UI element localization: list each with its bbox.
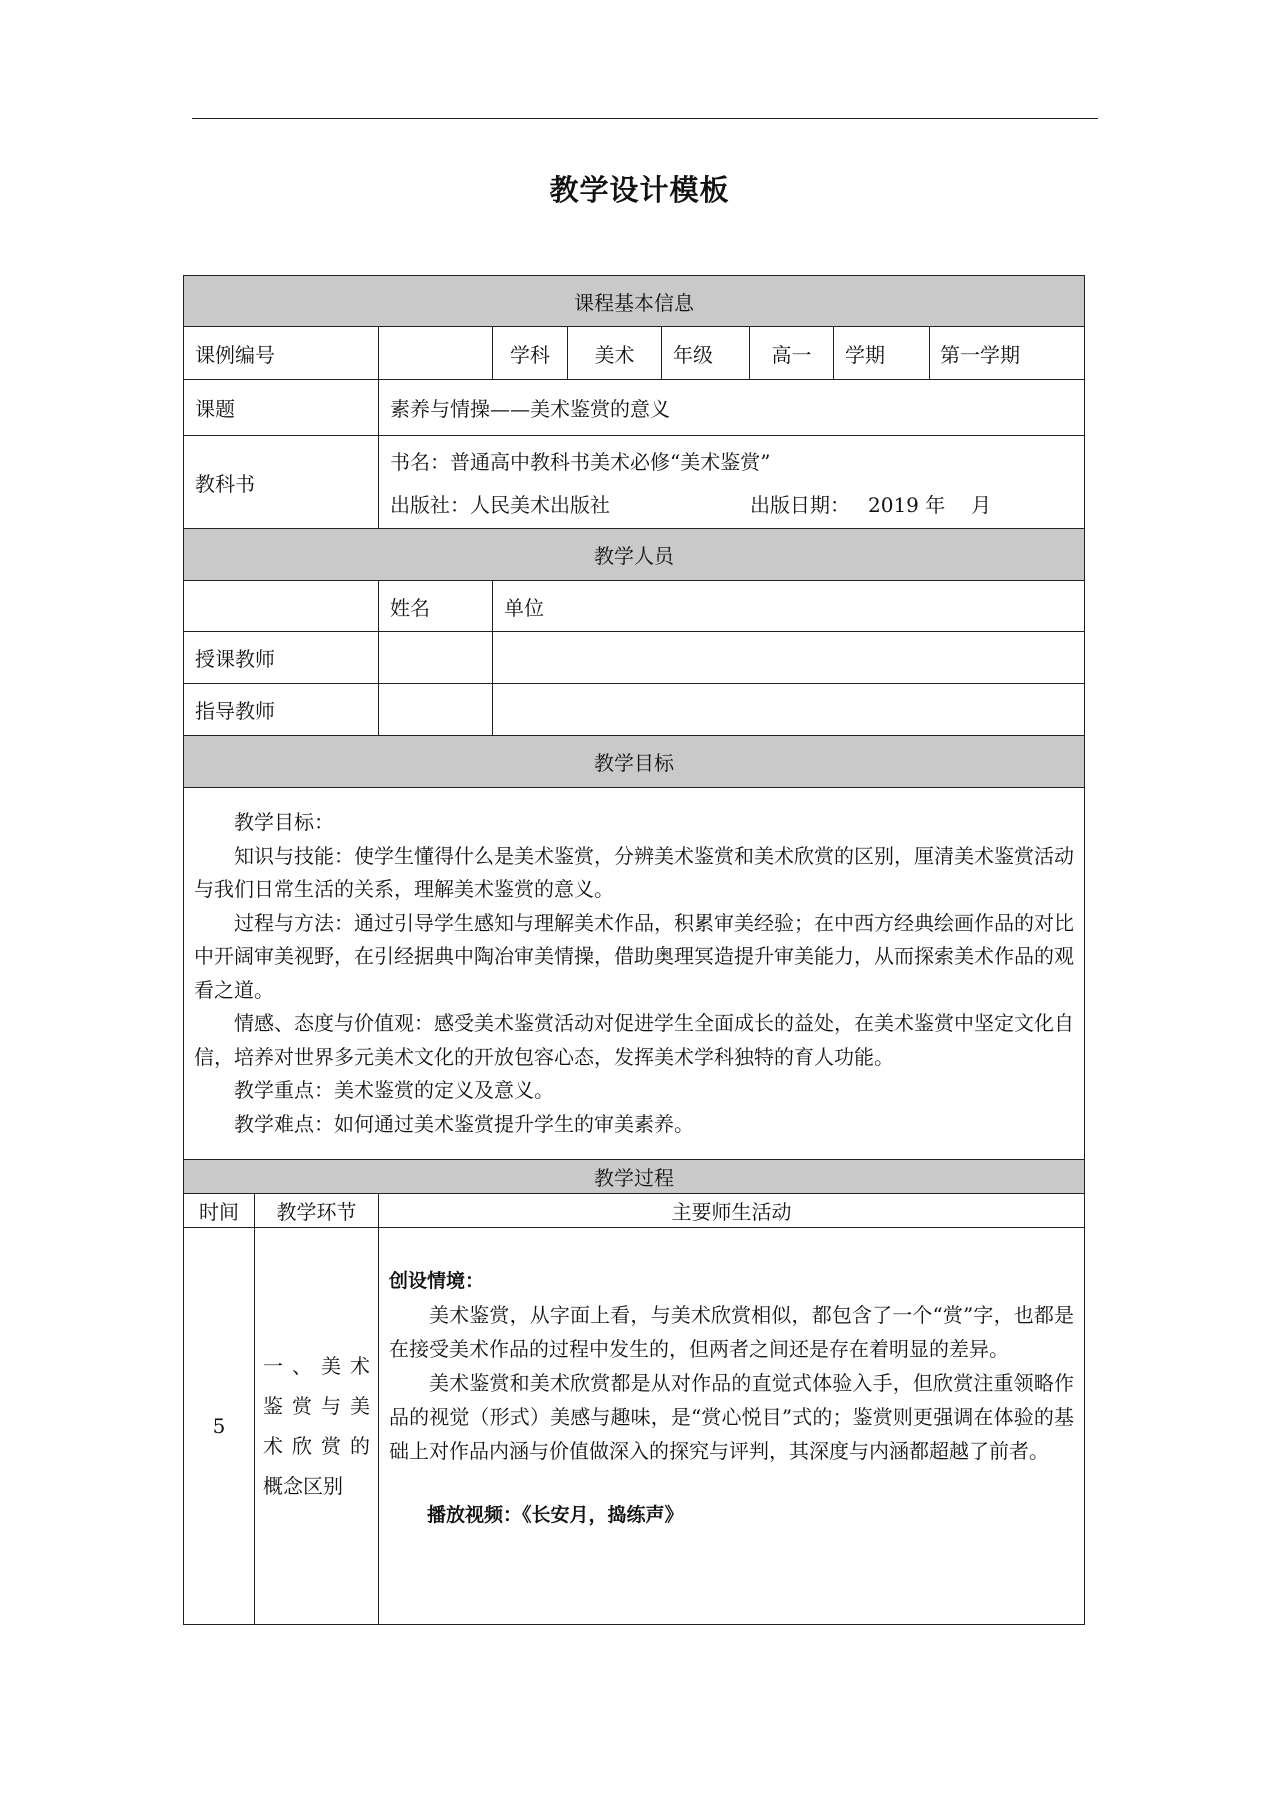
activity-paragraph: 美术鉴赏，从字面上看，与美术欣赏相似，都包含了一个“赏”字，也都是在接受美术作品的过程中发生的，但两者之间还是存在着明显的差异。	[389, 1303, 1074, 1361]
section-title-staff: 教学人员	[184, 529, 1085, 581]
book-name[interactable]: 书名：普通高中教科书美术必修“美术鉴赏”	[390, 450, 771, 474]
topic-value[interactable]: 素养与情操——美术鉴赏的意义	[379, 380, 1085, 436]
row-textbook	[184, 436, 1085, 529]
term-label: 学期	[834, 327, 930, 379]
process-stage-line: 术欣赏的	[263, 1434, 370, 1458]
pub-date-label: 出版日期：	[750, 493, 850, 517]
section-objectives	[184, 736, 1085, 788]
process-time: 5	[184, 1228, 255, 1625]
process-stage-header: 教学环节	[255, 1194, 379, 1228]
video-label: 播放视频：	[427, 1504, 523, 1526]
process-stage-line: 一、美术	[263, 1354, 370, 1378]
staff-name-header: 姓名	[379, 581, 493, 632]
grade-value[interactable]: 高一	[750, 327, 834, 380]
term-cell	[834, 327, 1085, 380]
case-no-label: 课例编号	[184, 327, 379, 380]
textbook-info	[379, 436, 1085, 529]
subject-label: 学科	[493, 327, 568, 380]
process-activity-header: 主要师生活动	[379, 1194, 1085, 1228]
staff-header-blank	[184, 581, 379, 632]
staff-unit[interactable]	[493, 684, 1085, 736]
process-row	[184, 1228, 1085, 1625]
section-title-process: 教学过程	[184, 1160, 1085, 1194]
staff-name[interactable]	[379, 684, 493, 736]
process-stage-line: 概念区别	[263, 1474, 343, 1498]
textbook-label: 教科书	[184, 436, 379, 529]
section-basic-info	[184, 276, 1085, 327]
section-process	[184, 1160, 1085, 1194]
objectives-paragraph: 教学重点：美术鉴赏的定义及意义。	[234, 1078, 554, 1102]
activity-paragraph: 美术鉴赏和美术欣赏都是从对作品的直觉式体验入手，但欣赏注重领略作品的视觉（形式）美感与趣味，是“赏心悦目”式的；鉴赏则更强调在体验的基础上对作品内涵与价值做深入的探究与评判，其深度与内涵都超越了前者。	[389, 1371, 1074, 1463]
topic-label: 课题	[184, 380, 379, 436]
year-unit: 年	[925, 493, 946, 517]
row-course-meta	[184, 327, 1085, 380]
document-title: 教学设计模板	[549, 173, 730, 207]
objectives-paragraph: 教学难点：如何通过美术鉴赏提升学生的审美素养。	[234, 1111, 694, 1136]
section-staff	[184, 529, 1085, 581]
process-header-row	[184, 1194, 1085, 1228]
publisher[interactable]: 出版社：人民美术出版社	[390, 493, 610, 517]
objectives-paragraph: 过程与方法：通过引导学生感知与理解美术作品，积累审美经验；在中西方经典绘画作品的对比中开阔审美视野，在引经据典中陶冶审美情操，借助奥理冥造提升审美能力，从而探索美术作品的观看之道。	[194, 910, 1074, 1002]
publisher-line	[390, 489, 1073, 518]
objectives-paragraph: 情感、态度与价值观：感受美术鉴赏活动对促进学生全面成长的益处，在美术鉴赏中坚定文化自信，培养对世界多元美术文化的开放包容心态，发挥美术学科独特的育人功能。	[194, 1011, 1074, 1069]
objectives-paragraph: 教学目标：	[234, 810, 334, 834]
staff-row	[184, 632, 1085, 684]
process-stage	[255, 1228, 379, 1625]
lesson-design-table	[183, 275, 1085, 1625]
case-no-value[interactable]	[379, 327, 493, 380]
objectives-row	[184, 788, 1085, 1160]
staff-unit-header: 单位	[493, 581, 1085, 632]
process-activity	[379, 1228, 1085, 1625]
grade-label: 年级	[662, 327, 750, 380]
row-topic	[184, 380, 1085, 436]
section-title-objectives: 教学目标	[184, 736, 1085, 788]
staff-unit[interactable]	[493, 632, 1085, 684]
staff-row	[184, 684, 1085, 736]
process-stage-line: 鉴赏与美	[263, 1394, 370, 1418]
objectives-content	[184, 788, 1085, 1160]
pub-year[interactable]: 2019	[868, 493, 919, 517]
process-time-header: 时间	[184, 1194, 255, 1228]
staff-header-row	[184, 581, 1085, 632]
section-title-basic-info: 课程基本信息	[184, 276, 1085, 327]
video-line	[389, 1498, 1074, 1532]
term-value[interactable]: 第一学期	[940, 342, 1020, 367]
subject-value[interactable]: 美术	[568, 327, 662, 380]
staff-role: 指导教师	[184, 684, 379, 736]
staff-role: 授课教师	[184, 632, 379, 684]
header-rule	[192, 118, 1098, 119]
video-title: 《长安月，捣练声》	[522, 1504, 684, 1526]
staff-name[interactable]	[379, 632, 493, 684]
month-unit: 月	[971, 493, 992, 517]
objectives-paragraph: 知识与技能：使学生懂得什么是美术鉴赏，分辨美术鉴赏和美术欣赏的区别，厘清美术鉴赏活动与我们日常生活的关系，理解美术鉴赏的意义。	[194, 843, 1074, 901]
activity-heading: 创设情境：	[389, 1270, 485, 1292]
